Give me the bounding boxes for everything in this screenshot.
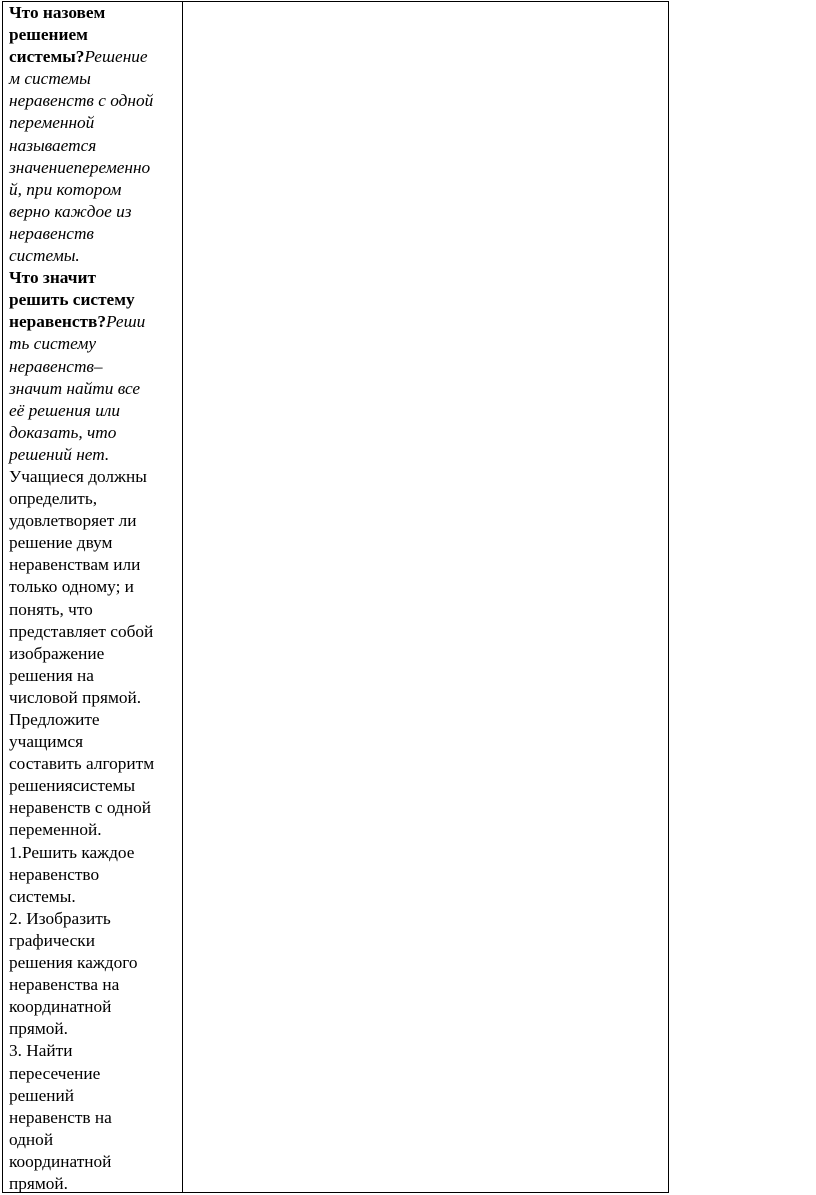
definition-text: неравенств–: [9, 356, 103, 376]
text-line: [9, 289, 177, 311]
text-line: [9, 1129, 177, 1151]
body-text: понять, что: [9, 599, 93, 619]
body-text: изображение: [9, 643, 105, 663]
text-cell-left: [9, 2, 177, 1195]
text-line: [9, 267, 177, 289]
document-table: [2, 1, 669, 1193]
text-line: [9, 157, 177, 179]
definition-text: переменной: [9, 113, 95, 133]
empty-cell-right: [183, 2, 668, 1192]
definition-text: м системы: [9, 69, 91, 89]
text-line: [9, 245, 177, 267]
body-text: решения на: [9, 665, 94, 685]
body-text: неравенств на: [9, 1107, 112, 1127]
body-text: неравенствам или: [9, 555, 141, 575]
question-text: неравенств?: [9, 312, 106, 332]
text-line: [9, 952, 177, 974]
definition-text: й, при котором: [9, 179, 122, 199]
definition-text: верно каждое из: [9, 201, 132, 221]
definition-text: называется: [9, 135, 97, 155]
text-line: [9, 2, 177, 24]
text-line: [9, 665, 177, 687]
body-text: удовлетворяет ли: [9, 511, 137, 531]
text-line: [9, 24, 177, 46]
body-text: учащимся: [9, 732, 84, 752]
text-line: [9, 1151, 177, 1173]
body-text: решений: [9, 1085, 75, 1105]
text-line: [9, 179, 177, 201]
body-text: 3. Найти: [9, 1041, 73, 1061]
text-line: [9, 996, 177, 1018]
definition-text: значениепеременно: [9, 157, 151, 177]
body-text: решения каждого: [9, 953, 138, 973]
body-text: решение двум: [9, 533, 113, 553]
text-line: [9, 112, 177, 134]
definition-text: Решение: [84, 47, 148, 67]
body-text: 1.Решить каждое: [9, 842, 135, 862]
text-line: [9, 444, 177, 466]
definition-text: неравенств: [9, 223, 94, 243]
text-line: [9, 643, 177, 665]
body-text: представляет собой: [9, 621, 154, 641]
text-line: [9, 864, 177, 886]
body-text: пересечение: [9, 1063, 101, 1083]
text-line: [9, 1063, 177, 1085]
text-line: [9, 201, 177, 223]
text-line: [9, 488, 177, 510]
text-line: [9, 400, 177, 422]
body-text: прямой.: [9, 1173, 68, 1193]
text-line: [9, 974, 177, 996]
text-line: [9, 797, 177, 819]
text-line: [9, 908, 177, 930]
text-line: [9, 135, 177, 157]
text-line: [9, 687, 177, 709]
definition-text: решений нет.: [9, 444, 110, 464]
text-line: [9, 621, 177, 643]
question-text: системы?: [9, 47, 85, 67]
text-line: [9, 1173, 177, 1195]
definition-text: системы.: [9, 246, 80, 266]
body-text: неравенства на: [9, 975, 120, 995]
text-line: [9, 333, 177, 355]
text-line: [9, 311, 177, 333]
body-text: только одному; и: [9, 577, 134, 597]
body-text: 2. Изобразить: [9, 908, 111, 928]
body-text: числовой прямой.: [9, 687, 142, 707]
text-line: [9, 1107, 177, 1129]
text-line: [9, 356, 177, 378]
question-text: Что назовем: [9, 3, 106, 22]
body-text: координатной: [9, 1151, 112, 1171]
text-line: [9, 46, 177, 68]
body-text: координатной: [9, 997, 112, 1017]
body-text: неравенств с одной: [9, 798, 151, 818]
body-text: составить алгоритм: [9, 754, 155, 774]
question-text: решить систему: [9, 290, 135, 310]
text-line: [9, 223, 177, 245]
definition-text: значит найти все: [9, 378, 141, 398]
text-line: [9, 510, 177, 532]
text-line: [9, 68, 177, 90]
body-text: переменной.: [9, 820, 102, 840]
text-line: [9, 819, 177, 841]
body-text: решениясистемы: [9, 776, 136, 796]
text-line: [9, 576, 177, 598]
body-text: графически: [9, 930, 95, 950]
text-line: [9, 930, 177, 952]
definition-text: Реши: [105, 312, 146, 332]
body-text: неравенство: [9, 864, 100, 884]
text-line: [9, 1018, 177, 1040]
definition-text: её решения или: [9, 400, 121, 420]
body-text: Предложите: [9, 710, 100, 729]
body-text: прямой.: [9, 1019, 68, 1039]
text-line: [9, 886, 177, 908]
text-line: [9, 466, 177, 488]
text-line: [9, 753, 177, 775]
text-line: [9, 842, 177, 864]
text-line: [9, 1085, 177, 1107]
question-text: Что значит: [9, 268, 96, 288]
text-line: [9, 775, 177, 797]
text-line: [9, 554, 177, 576]
body-text: одной: [9, 1129, 54, 1149]
text-line: [9, 709, 177, 731]
body-text: Учащиеся должны: [9, 466, 147, 486]
definition-text: ть систему: [9, 334, 97, 354]
question-text: решением: [9, 25, 88, 45]
text-line: [9, 1040, 177, 1062]
text-line: [9, 422, 177, 444]
definition-text: доказать, что: [9, 422, 117, 442]
body-text: определить,: [9, 489, 98, 509]
text-line: [9, 378, 177, 400]
text-line: [9, 731, 177, 753]
definition-text: неравенств с одной: [9, 91, 154, 111]
text-line: [9, 532, 177, 554]
text-line: [9, 599, 177, 621]
body-text: системы.: [9, 886, 76, 906]
text-line: [9, 90, 177, 112]
